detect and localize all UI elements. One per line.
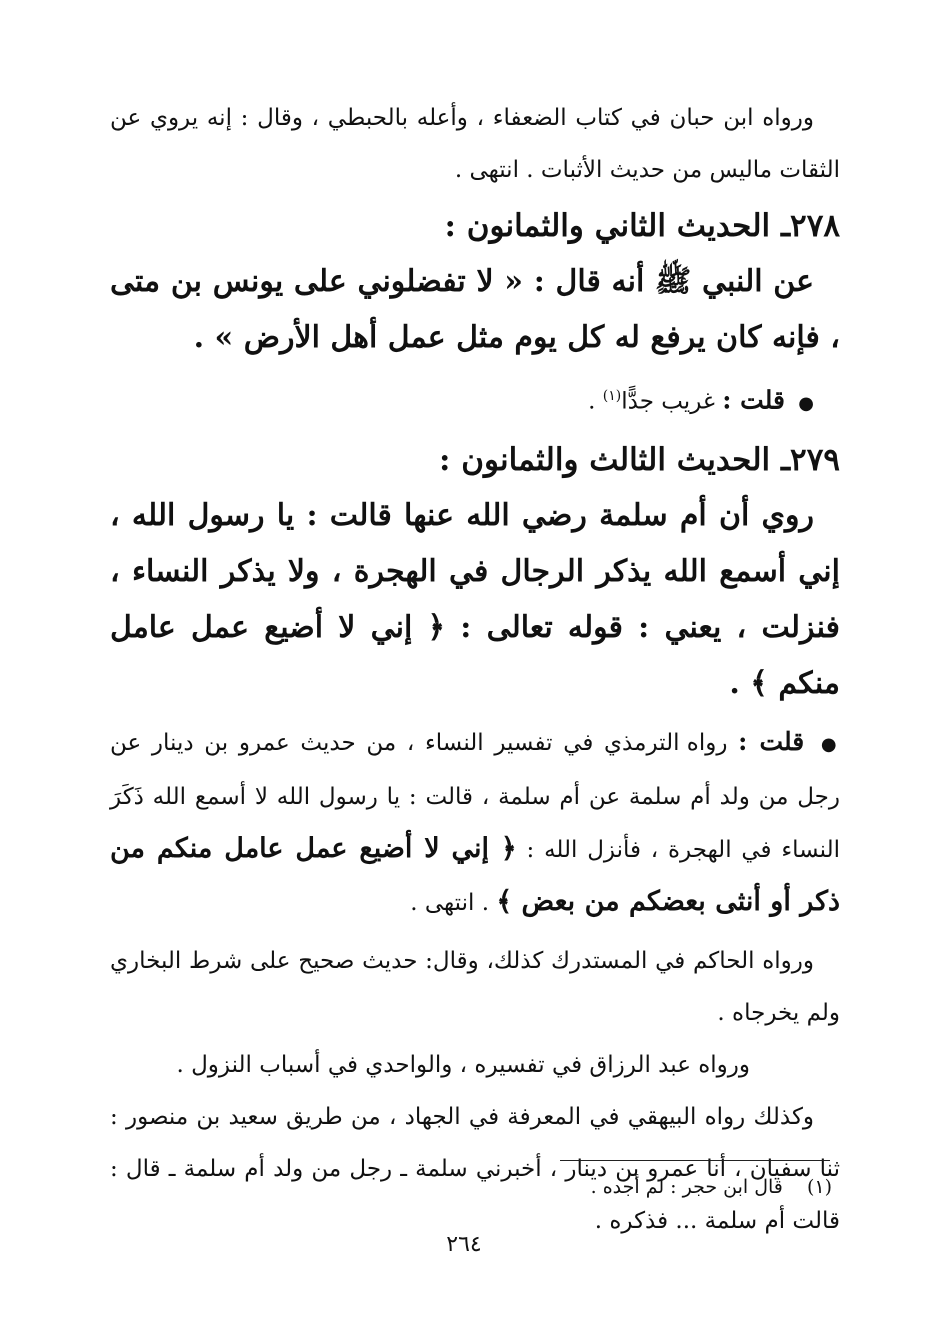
note-label: قلت : bbox=[738, 726, 805, 756]
page-body bbox=[110, 92, 840, 1247]
paragraph-ibn-hibban: ورواه ابن حبان في كتاب الضعفاء ، وأعله بالحبطي ، وقال : إنه يروي عن الثقات ماليس من حديث الأثبات . انتهى . bbox=[110, 105, 840, 183]
note-label: قلت : bbox=[722, 385, 785, 415]
note-279-text: رواه الترمذي في تفسير النساء ، من حديث عمرو بن دينار عن رجل من ولد أم سلمة عن أم سلمة ، قالت : يا رسول الله لا أسمع الله ذَكَرَ النساء في الهجرة ، فأنزل الله : bbox=[110, 729, 841, 863]
footnote-text: قال ابن حجر : لم أجده . bbox=[590, 1176, 783, 1198]
footnote bbox=[432, 1172, 832, 1202]
hadith-278-text: عن النبي ﷺ أنه قال : « لا تفضلوني على يونس بن متى ، فإنه كان يرفع له كل يوم مثل عمل أهل الأرض » . bbox=[110, 264, 840, 355]
paragraph-hakim: ورواه الحاكم في المستدرك كذلك، وقال: حديث صحيح على شرط البخاري ولم يخرجاه . bbox=[110, 947, 840, 1026]
footnote-divider bbox=[560, 1160, 830, 1161]
note-279 bbox=[110, 716, 840, 929]
quran-verse: ﴿ إني لا أضيع عمل عامل منكم من ذكر أو أنثى بعضكم من بعض ﴾ bbox=[110, 832, 840, 917]
note-278-end: . bbox=[588, 388, 596, 415]
heading-hadith-279: ٢٧٩ـ الحديث الثالث والثمانون : bbox=[439, 441, 840, 478]
footnote-ref: (١) bbox=[602, 388, 622, 404]
paragraph-abd-razzaq: ورواه عبد الرزاق في تفسيره ، والواحدي في أسباب النزول . bbox=[176, 1051, 750, 1078]
heading-hadith-278: ٢٧٨ـ الحديث الثاني والثمانون : bbox=[444, 208, 840, 244]
note-278-text: غريب جدًّا bbox=[621, 388, 715, 415]
bullet-icon: ● bbox=[798, 392, 814, 414]
page-number: ٢٦٤ bbox=[446, 1232, 482, 1257]
paragraph-bayhaqi: وكذلك رواه البيهقي في المعرفة في الجهاد ، من طريق سعيد بن منصور : ثنا سفيان ، أنا عمرو بن دينار ، أخبرني سلمة ـ رجل من ولد أم سلمة ـ قال : قالت أم سلمة ... فذكره . bbox=[110, 1103, 840, 1234]
bullet-icon: ● bbox=[820, 733, 841, 755]
note-278 bbox=[110, 370, 840, 430]
note-279-end: . انتهى . bbox=[410, 889, 490, 916]
footnote-number: (١) bbox=[806, 1176, 832, 1198]
hadith-279-text: روي أن أم سلمة رضي الله عنها قالت : يا رسول الله ، إني أسمع الله يذكر الرجال في الهجرة ، ولا يذكر النساء ، فنزلت ، يعني : قوله تعالى : ﴿ إني لا أضيع عمل عامل منكم ﴾ . bbox=[110, 497, 840, 701]
